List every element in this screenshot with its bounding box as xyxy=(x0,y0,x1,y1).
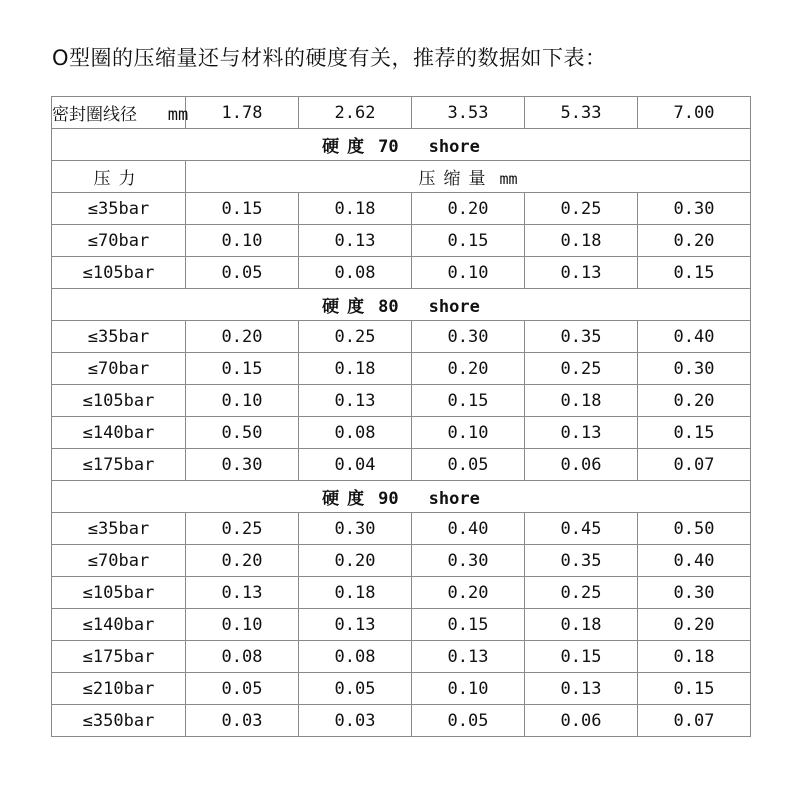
pressure-cell: ≤35bar xyxy=(52,193,186,225)
pressure-cell: ≤35bar xyxy=(52,321,186,353)
compression-label: 压缩量 xyxy=(418,169,494,189)
table-row xyxy=(52,321,751,353)
hardness-label: 硬度 xyxy=(322,137,373,157)
pressure-cell: ≤105bar xyxy=(52,385,186,417)
value-cell: 0.15 xyxy=(412,385,525,417)
value-cell: 0.20 xyxy=(638,609,751,641)
value-cell: 0.05 xyxy=(412,705,525,737)
table-row xyxy=(52,641,751,673)
value-cell: 0.13 xyxy=(412,641,525,673)
diameter-unit: mm xyxy=(167,105,189,125)
value-cell: 0.05 xyxy=(299,673,412,705)
diameter-label: 密封圈线径 xyxy=(52,105,137,125)
value-cell: 0.20 xyxy=(412,577,525,609)
hardness-unit: shore xyxy=(428,489,480,509)
value-cell: 0.40 xyxy=(638,545,751,577)
value-cell: 0.30 xyxy=(638,577,751,609)
value-cell: 0.18 xyxy=(525,609,638,641)
table-row xyxy=(52,609,751,641)
value-cell: 0.20 xyxy=(638,385,751,417)
diameter-label-cell xyxy=(52,97,189,129)
pressure-cell: ≤70bar xyxy=(52,225,186,257)
diameter-cell: 3.53 xyxy=(412,97,525,129)
value-cell: 0.13 xyxy=(299,385,412,417)
pressure-cell: ≤105bar xyxy=(52,577,186,609)
table-row xyxy=(52,705,751,737)
value-cell: 0.03 xyxy=(186,705,299,737)
hardness-unit: shore xyxy=(428,137,480,157)
value-cell: 0.18 xyxy=(299,577,412,609)
value-cell: 0.35 xyxy=(525,545,638,577)
diameter-cell: 7.00 xyxy=(638,97,751,129)
value-cell: 0.18 xyxy=(525,225,638,257)
hardness-label: 硬度 xyxy=(322,297,373,317)
value-cell: 0.25 xyxy=(525,353,638,385)
compression-label-cell xyxy=(186,161,751,193)
diameter-cell: 5.33 xyxy=(525,97,638,129)
value-cell: 0.25 xyxy=(525,193,638,225)
value-cell: 0.30 xyxy=(299,513,412,545)
table-row xyxy=(52,193,751,225)
value-cell: 0.30 xyxy=(186,449,299,481)
value-cell: 0.15 xyxy=(412,225,525,257)
value-cell: 0.08 xyxy=(299,257,412,289)
value-cell: 0.40 xyxy=(638,321,751,353)
hardness-cell xyxy=(52,481,751,513)
value-cell: 0.35 xyxy=(525,321,638,353)
value-cell: 0.07 xyxy=(638,449,751,481)
value-cell: 0.08 xyxy=(299,417,412,449)
value-cell: 0.15 xyxy=(638,417,751,449)
value-cell: 0.30 xyxy=(638,353,751,385)
table-row xyxy=(52,449,751,481)
value-cell: 0.25 xyxy=(186,513,299,545)
value-cell: 0.07 xyxy=(638,705,751,737)
pressure-cell: ≤350bar xyxy=(52,705,186,737)
value-cell: 0.15 xyxy=(525,641,638,673)
value-cell: 0.50 xyxy=(186,417,299,449)
pressure-cell: ≤140bar xyxy=(52,417,186,449)
value-cell: 0.05 xyxy=(186,673,299,705)
hardness-value: 80 xyxy=(378,297,399,317)
value-cell: 0.30 xyxy=(638,193,751,225)
value-cell: 0.13 xyxy=(525,417,638,449)
value-cell: 0.05 xyxy=(412,449,525,481)
value-cell: 0.30 xyxy=(412,321,525,353)
pressure-cell: ≤175bar xyxy=(52,641,186,673)
value-cell: 0.15 xyxy=(638,257,751,289)
compression-table xyxy=(51,96,751,737)
value-cell: 0.20 xyxy=(186,545,299,577)
value-cell: 0.13 xyxy=(525,673,638,705)
hardness-row xyxy=(52,289,751,321)
intro-text: O型圈的压缩量还与材料的硬度有关，推荐的数据如下表： xyxy=(52,46,607,70)
hardness-value: 70 xyxy=(378,137,399,157)
value-cell: 0.30 xyxy=(412,545,525,577)
value-cell: 0.10 xyxy=(186,385,299,417)
pressure-cell: ≤35bar xyxy=(52,513,186,545)
value-cell: 0.15 xyxy=(638,673,751,705)
table-row xyxy=(52,673,751,705)
value-cell: 0.20 xyxy=(299,545,412,577)
table-row xyxy=(52,577,751,609)
table-row xyxy=(52,513,751,545)
table-row xyxy=(52,257,751,289)
pressure-cell: ≤210bar xyxy=(52,673,186,705)
diameter-cell: 2.62 xyxy=(299,97,412,129)
hardness-row xyxy=(52,129,751,161)
value-cell: 0.18 xyxy=(638,641,751,673)
pressure-cell: ≤70bar xyxy=(52,545,186,577)
value-cell: 0.15 xyxy=(186,353,299,385)
value-cell: 0.13 xyxy=(299,609,412,641)
value-cell: 0.25 xyxy=(299,321,412,353)
table-row xyxy=(52,545,751,577)
value-cell: 0.50 xyxy=(638,513,751,545)
value-cell: 0.18 xyxy=(525,385,638,417)
compression-unit: mm xyxy=(499,170,518,188)
value-cell: 0.10 xyxy=(412,673,525,705)
table-row xyxy=(52,353,751,385)
table-row xyxy=(52,417,751,449)
value-cell: 0.13 xyxy=(525,257,638,289)
hardness-label: 硬度 xyxy=(322,489,373,509)
pressure-cell: ≤140bar xyxy=(52,609,186,641)
pressure-cell: ≤105bar xyxy=(52,257,186,289)
diameter-cell: 1.78 xyxy=(186,97,299,129)
value-cell: 0.15 xyxy=(412,609,525,641)
pressure-cell: ≤175bar xyxy=(52,449,186,481)
pressure-label: 压力 xyxy=(52,161,186,193)
pressure-cell: ≤70bar xyxy=(52,353,186,385)
value-cell: 0.05 xyxy=(186,257,299,289)
hardness-row xyxy=(52,481,751,513)
hardness-value: 90 xyxy=(378,489,399,509)
value-cell: 0.20 xyxy=(412,353,525,385)
value-cell: 0.10 xyxy=(412,417,525,449)
header-row xyxy=(52,97,751,129)
value-cell: 0.40 xyxy=(412,513,525,545)
value-cell: 0.45 xyxy=(525,513,638,545)
value-cell: 0.20 xyxy=(186,321,299,353)
value-cell: 0.25 xyxy=(525,577,638,609)
hardness-unit: shore xyxy=(428,297,480,317)
value-cell: 0.20 xyxy=(638,225,751,257)
value-cell: 0.18 xyxy=(299,353,412,385)
value-cell: 0.08 xyxy=(186,641,299,673)
value-cell: 0.15 xyxy=(186,193,299,225)
value-cell: 0.13 xyxy=(186,577,299,609)
value-cell: 0.18 xyxy=(299,193,412,225)
value-cell: 0.13 xyxy=(299,225,412,257)
value-cell: 0.20 xyxy=(412,193,525,225)
table-row xyxy=(52,225,751,257)
value-cell: 0.03 xyxy=(299,705,412,737)
hardness-cell xyxy=(52,129,751,161)
value-cell: 0.06 xyxy=(525,449,638,481)
value-cell: 0.10 xyxy=(186,609,299,641)
value-cell: 0.08 xyxy=(299,641,412,673)
value-cell: 0.10 xyxy=(412,257,525,289)
value-cell: 0.06 xyxy=(525,705,638,737)
value-cell: 0.04 xyxy=(299,449,412,481)
subheader-row xyxy=(52,161,751,193)
hardness-cell xyxy=(52,289,751,321)
value-cell: 0.10 xyxy=(186,225,299,257)
table-row xyxy=(52,385,751,417)
